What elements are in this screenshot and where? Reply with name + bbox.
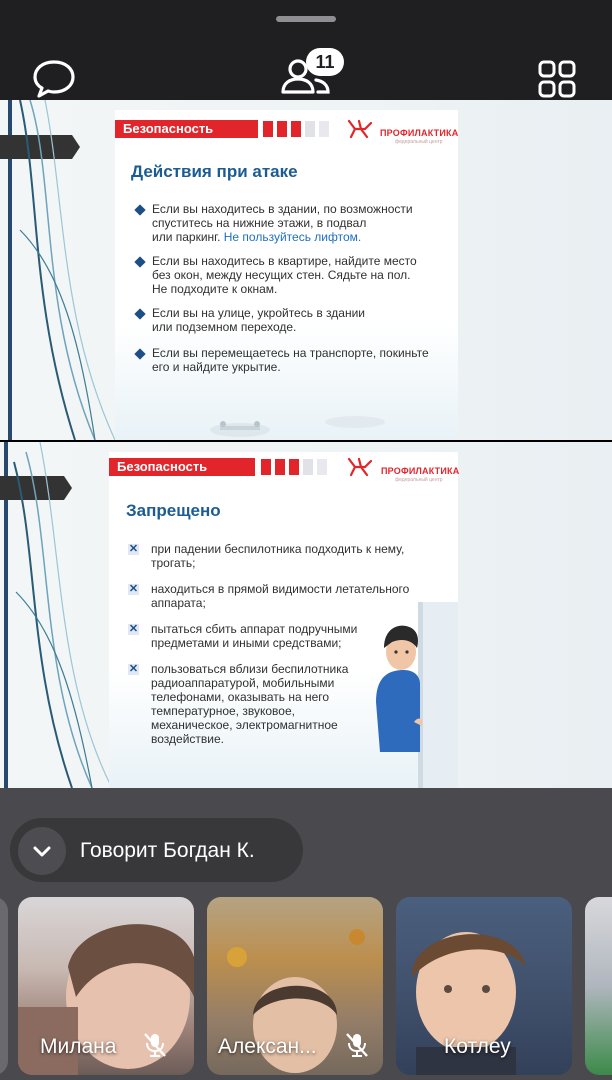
grid-icon xyxy=(538,60,576,98)
participant-name: Котлеу xyxy=(444,1035,511,1058)
shared-screen-slide xyxy=(0,100,612,440)
chat-bubble-icon xyxy=(30,58,78,100)
bullet-item: при падении беспилотника подходить к нему, трогать; xyxy=(151,542,405,570)
slide-page xyxy=(109,452,458,788)
brand-subtitle: федеральный центр xyxy=(395,139,443,145)
cross-bullet-icon: ✕ xyxy=(128,663,139,675)
slide-tag: Безопасность xyxy=(115,120,258,138)
bullet-diamond-icon xyxy=(134,348,145,359)
cross-bullet-icon: ✕ xyxy=(128,543,139,555)
participants-count-badge: 11 xyxy=(306,48,344,76)
bullet-item: пытаться сбить аппарат подручными предметами и иными средствами; xyxy=(151,622,358,650)
call-header xyxy=(0,0,612,100)
drone-illustration xyxy=(115,400,455,440)
bullet-diamond-icon xyxy=(134,256,145,267)
cross-bullet-icon: ✕ xyxy=(128,623,139,635)
bullet-diamond-icon xyxy=(134,308,145,319)
mic-off-icon xyxy=(344,1031,370,1059)
layout-grid-button[interactable] xyxy=(538,60,576,98)
slide-title: Действия при атаке xyxy=(131,162,298,181)
bullet-item: Если вы находитесь в здании, по возможности спуститесь на нижние этажи, в подвал или паркинг. Не пользуйтесь лифтом. xyxy=(152,202,413,244)
bullet-item: Если вы находитесь в квартире, найдите место без окон, между несущих стен. Сядьте на пол. Не подходите к окнам. xyxy=(152,254,417,296)
speaker-label: Говорит Богдан К. xyxy=(80,839,255,862)
brand-subtitle: федеральный центр xyxy=(395,477,443,483)
participant-tile[interactable] xyxy=(396,897,572,1075)
participant-tile[interactable] xyxy=(18,897,194,1075)
slide-tag: Безопасность xyxy=(109,458,255,476)
slide-tag-bars xyxy=(261,459,327,475)
participant-tile[interactable] xyxy=(207,897,383,1075)
mic-off-icon xyxy=(142,1031,168,1059)
chevron-down-icon xyxy=(18,827,66,875)
bullet-diamond-icon xyxy=(134,204,145,215)
participant-name: Алексан... xyxy=(218,1035,317,1058)
logo-icon xyxy=(347,457,373,477)
slide-title: Запрещено xyxy=(126,501,221,520)
participant-tile-partial[interactable] xyxy=(585,897,612,1075)
participant-name: Милана xyxy=(40,1035,117,1058)
drag-handle[interactable] xyxy=(276,16,336,22)
collapse-button[interactable] xyxy=(18,827,66,875)
bullet-item: находиться в прямой видимости летательного аппарата; xyxy=(151,582,410,610)
cross-bullet-icon: ✕ xyxy=(128,583,139,595)
bullet-item: Если вы перемещаетесь на транспорте, покиньте его и найдите укрытие. xyxy=(152,346,429,374)
slide-tag-bars xyxy=(263,121,329,137)
person-illustration xyxy=(374,602,458,788)
bullet-item: пользоваться вблизи беспилотника радиоаппаратурой, мобильными телефонами, оказывать на него температурное, звуковое, механическое, электромагнитное воздействие. xyxy=(151,662,349,746)
slide-page xyxy=(115,110,458,440)
chat-button[interactable] xyxy=(30,58,78,100)
participant-tile-partial[interactable] xyxy=(0,897,8,1075)
brand-name: ПРОФИЛАКТИКА xyxy=(381,466,460,476)
brand-name: ПРОФИЛАКТИКА xyxy=(380,128,459,138)
bullet-item: Если вы на улице, укройтесь в здании или подземном переходе. xyxy=(152,306,365,334)
shared-screen-slide xyxy=(0,442,612,788)
logo-icon xyxy=(347,119,373,139)
